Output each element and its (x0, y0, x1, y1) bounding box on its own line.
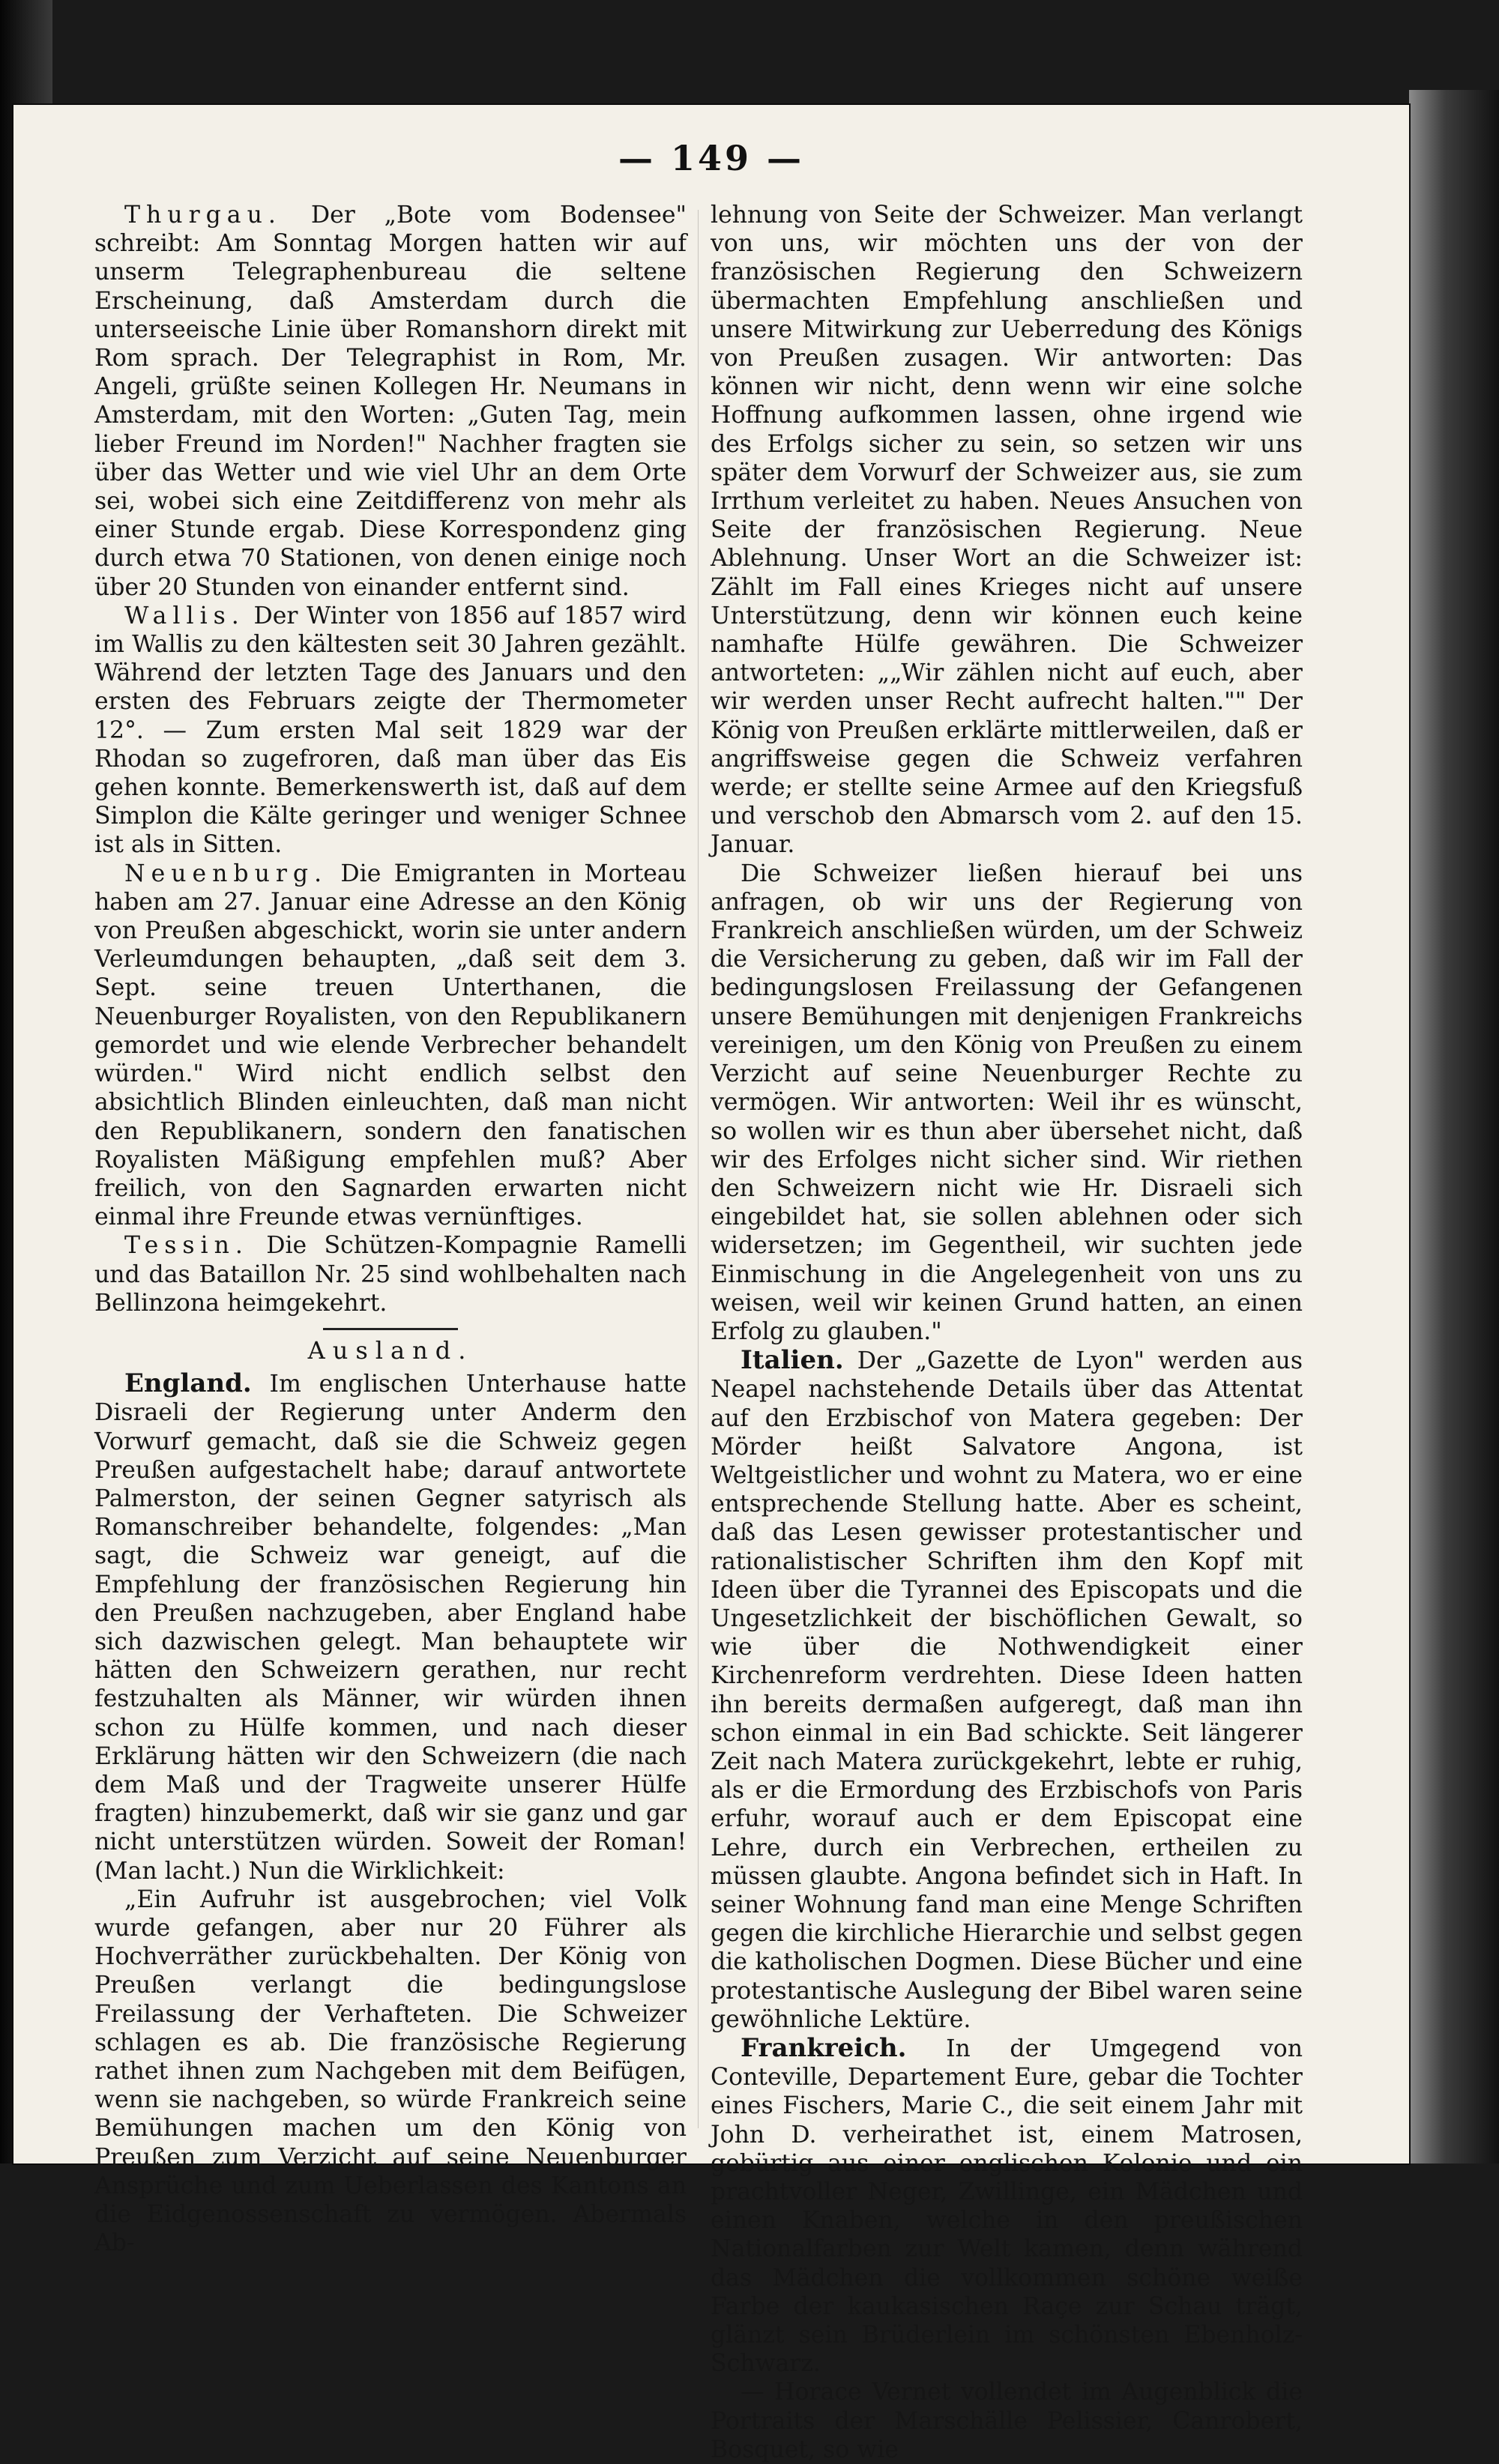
text-vernet: — Horace Vernet vollendet im Augenblick die Portraits der Marschälle Pelissier, Canrobert, Bosquet, so wie (711, 2379, 1303, 2463)
heading-italien: Italien. (741, 1345, 844, 1376)
article-england (94, 1369, 687, 1885)
column-divider (698, 210, 699, 2128)
text-wallis: Der Winter von 1856 auf 1857 wird im Wallis zu den kältesten seit 30 Jahren gezählt. Während der letzten Tage des Januars und den ersten des Februars zeigte der Thermometer 12°. — Zum ersten Mal seit 1829 war der Rhodan so zugefroren, daß man über das Eis gehen konnte. Bemerkenswerth ist, daß auf dem Simplon die Kälte geringer und weniger Schnee ist als in Sitten. (94, 602, 687, 859)
heading-neuenburg: Neuenburg. (124, 860, 328, 887)
left-column (94, 201, 687, 2257)
heading-wallis: Wallis. (124, 602, 245, 629)
text-tessin: Die Schützen-Kompagnie Ramelli und das Bataillon Nr. 25 sind wohlbehalten nach Bellinzona heimgekehrt. (94, 1232, 687, 1317)
heading-england: England. (124, 1368, 252, 1399)
book-edge-right (1409, 90, 1499, 2163)
article-frankreich (711, 2034, 1303, 2378)
article-wallis (94, 602, 687, 860)
quote-england: „Ein Aufruhr ist ausgebrochen; viel Volk wurde gefangen, aber nur 20 Führer als Hochverräther zurückbehalten. Der König von Preußen verlangt die bedingungslose Freilassung der Verhafteten. Die Schweizer schlagen es ab. Die französische Regierung rathet ihnen zum Nachgeben mit dem Beifügen, wenn sie nachgeben, so würde Frankreich seine Bemühungen machen um den König von Preußen zum Verzicht auf seine Neuenburger Ansprüche und zum Ueberlassen des Kantons an die Eidgenossenschaft zu vermögen. Abermals Ab- (94, 1885, 687, 2257)
article-tessin (94, 1231, 687, 1317)
heading-tessin: Tessin. (124, 1232, 249, 1260)
page-number: — 149 — (618, 138, 805, 178)
text-italien: Der „Gazette de Lyon" werden aus Neapel nachstehende Details über das Attentat auf den Erzbischof von Matera gegeben: Der Mörder heißt Salvatore Angona, ist Weltgeistlicher und wohnt zu Matera, wo er eine entsprechende Stellung hatte. Aber es scheint, daß das Lesen gewisser protestantischer und rationalistischer Schriften ihm den Kopf mit Ideen über die Tyrannei des Episcopats und die Ungesetzlichkeit der bischöflichen Gewalt, so wie über die Nothwendigkeit einer Kirchenreform verdrehten. Diese Ideen hatten ihn bereits dermaßen aufgeregt, daß man ihn schon einmal in ein Bad schickte. Seit längerer Zeit nach Matera zurückgekehrt, lebte er ruhig, als er die Ermordung des Erzbischofs von Paris erfuhr, worauf auch er dem Episcopat eine Lehre, durch ein Verbrechen, ertheilen zu müssen glaubte. Angona befindet sich in Haft. In seiner Wohnung fand man eine Menge Schriften gegen die kirchliche Hierarchie und selbst gegen die katholischen Dogmen. Diese Bücher und eine protestantische Auslegung der Bibel waren seine gewöhnliche Lektüre. (711, 1347, 1303, 2033)
text-england-continued-2: Die Schweizer ließen hierauf bei uns anfragen, ob wir uns der Regierung von Frankreich anschließen würden, um der Schweiz die Versicherung zu geben, daß wir im Fall der bedingungslosen Freilassung der Gefangenen unsere Bemühungen mit denjenigen Frankreichs vereinigen, um den König von Preußen zu einem Verzicht auf seine Neuenburger Rechte zu vermögen. Wir antworten: Weil ihr es wünscht, so wollen wir es thun aber übersehet nicht, daß wir des Erfolges nicht sicher sind. Wir riethen den Schweizern nicht wie Hr. Disraeli sich eingebildet hat, sie sollen ablehnen oder sich widersetzen; im Gegentheil, wir suchten jede Einmischung in die Angelegenheit von uns zu weisen, weil wir keinen Grund hatten, an einen Erfolg zu glauben." (711, 860, 1303, 1345)
article-thurgau (94, 201, 687, 602)
article-italien (711, 1346, 1303, 2034)
heading-frankreich: Frankreich. (741, 2033, 907, 2063)
article-neuenburg (94, 860, 687, 1232)
text-england-continued: lehnung von Seite der Schweizer. Man verlangt von uns, wir möchten uns der von der französischen Regierung den Schweizern übermachten Empfehlung anschließen und unsere Mitwirkung zur Ueberredung des Königs von Preußen zusagen. Wir antworten: Das können wir nicht, denn wenn wir eine solche Hoffnung aufkommen lassen, ohne irgend wie des Erfolgs sicher zu sein, so setzen wir uns später dem Vorwurf der Schweizer aus, sie zum Irrthum verleitet zu haben. Neues Ansuchen von Seite der französischen Regierung. Neue Ablehnung. Unser Wort an die Schweizer ist: Zählt im Fall eines Krieges nicht auf unsere Unterstützung, denn wir können euch keine namhafte Hülfe gewähren. Die Schweizer antworteten: „„Wir zählen nicht auf euch, aber wir werden unser Recht aufrecht halten."" Der König von Preußen erklärte mittlerweilen, daß er angriffsweise gegen die Schweiz verfahren werde; er stellte seine Armee auf den Kriegsfuß und verschob den Abmarsch vom 2. auf den 15. Januar. (711, 202, 1303, 859)
text-neuenburg: Die Emigranten in Morteau haben am 27. Januar eine Adresse an den König von Preußen abgeschickt, worin sie unter andern Verleumdungen behaupten, „daß seit dem 3. Sept. seine treuen Unterthanen, die Neuenburger Royalisten, von den Republikanern gemordet und wie elende Verbrecher behandelt würden." Wird nicht endlich selbst den absichtlich Blinden einleuchten, daß man nicht den Republikanern, sondern den fanatischen Royalisten Mäßigung empfehlen muß? Aber freilich, von den Sagnarden erwarten nicht einmal ihre Freunde etwas vernünftiges. (94, 860, 687, 1231)
newspaper-page (13, 105, 1409, 2463)
heading-thurgau: Thurgau. (124, 202, 282, 229)
right-column (711, 201, 1303, 2464)
section-rule (323, 1328, 458, 1330)
text-frankreich: In der Umgegend von Conteville, Departement Eure, gebar die Tochter eines Fischers, Marie C., die seit einem Jahr mit John D. verheirathet ist, einem Matrosen, gebürtig aus einer englischen Kolonie und ein prachtvoller Neger, Zwillinge, ein Mädchen und einen Knaben, welche in den preußischen Nationalfarben zur Welt kamen, denn während das Mädchen die vollkommen schöne weiße Farbe der kaukasischen Raçe zur Schau trägt, glänzt sein Brüderlein im schönsten Ebenholz-Schwarz. (711, 2035, 1303, 2378)
section-title-ausland: Ausland. (307, 1335, 474, 1365)
text-thurgau: Der „Bote vom Bodensee" schreibt: Am Sonntag Morgen hatten wir auf unserm Telegraphenbureau die seltene Erscheinung, daß Amsterdam durch die unterseeische Linie über Romanshorn direkt mit Rom sprach. Der Telegraphist in Rom, Mr. Angeli, grüßte seinen Kollegen Hr. Neumans in Amsterdam, mit den Worten: „Guten Tag, mein lieber Freund im Norden!" Nachher fragten sie über das Wetter und wie viel Uhr an dem Orte sei, wobei sich eine Zeitdifferenz von mehr als einer Stunde ergab. Diese Korrespondenz ging durch etwa 70 Stationen, von denen einige noch über 20 Stunden von einander entfernt sind. (94, 202, 687, 601)
text-england: Im englischen Unterhause hatte Disraeli der Regierung unter Anderm den Vorwurf gemacht, daß sie die Schweiz gegen Preußen aufgestachelt habe; darauf antwortete Palmerston, der seinen Gegner satyrisch als Romanschreiber behandelte, folgendes: „Man sagt, die Schweiz war geneigt, auf die Empfehlung der französischen Regierung hin den Preußen nachzugeben, aber England habe sich dazwischen gelegt. Man behauptete wir hätten den Schweizern gerathen, nur recht festzuhalten als Männer, wir würden ihnen schon zu Hülfe kommen, und nach dieser Erklärung hätten wir den Schweizern (die nach dem Maß und der Tragweite unserer Hülfe fragten) hinzubemerkt, daß wir sie ganz und gar nicht unterstützen würden. Soweit der Roman! (Man lacht.) Nun die Wirklichkeit: (94, 1371, 687, 1885)
